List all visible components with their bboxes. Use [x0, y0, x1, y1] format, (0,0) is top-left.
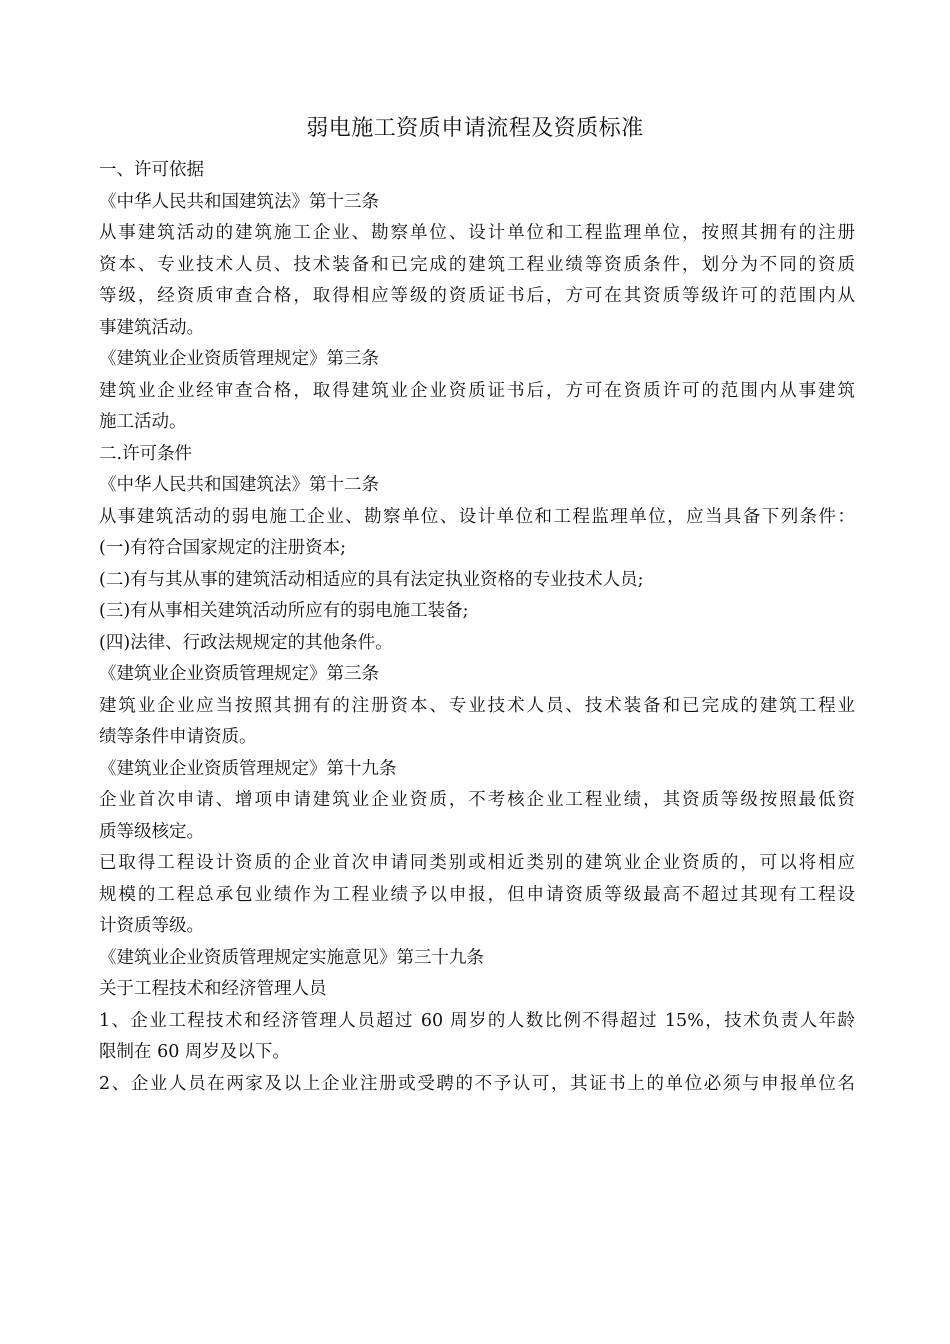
text-line: (一)有符合国家规定的注册资本;	[99, 538, 347, 558]
text-line: 关于工程技术和经济管理人员	[99, 979, 327, 999]
text-line: 资本、专业技术人员、技术装备和已完成的建筑工程业绩等资质条件，划分为不同的资质	[99, 254, 855, 275]
text-line: 绩等条件申请资质。	[99, 727, 257, 747]
text-line: 《中华人民共和国建筑法》第十二条	[99, 475, 379, 495]
text-line: 《建筑业企业资质管理规定实施意见》第三十九条	[99, 947, 484, 968]
text-line: 二.许可条件	[99, 443, 193, 464]
text-line: (三)有从事相关建筑活动所应有的弱电施工装备;	[99, 601, 469, 621]
text-line: 《建筑业企业资质管理规定》第十九条	[99, 758, 397, 779]
text-line: 从事建筑活动的弱电施工企业、勘察单位、设计单位和工程监理单位，应当具备下列条件：	[99, 506, 855, 527]
text-line: 计资质等级。	[99, 916, 204, 936]
text-line: 等级，经资质审查合格，取得相应等级的资质证书后，方可在其资质等级许可的范围内从	[99, 286, 855, 306]
text-line: 《中华人民共和国建筑法》第十三条	[99, 191, 379, 212]
text-line: 质等级核定。	[99, 821, 204, 842]
document-body	[99, 155, 855, 1100]
document-title: 弱电施工资质申请流程及资质标准	[306, 116, 644, 141]
text-line: 事建筑活动。	[99, 317, 204, 338]
text-line: 建筑业企业经审查合格，取得建筑业企业资质证书后，方可在资质许可的范围内从事建筑	[99, 380, 855, 401]
text-line: 1、企业工程技术和经济管理人员超过 60 周岁的人数比例不得超过 15%，技术负责人年龄	[99, 1010, 855, 1031]
text-line: 已取得工程设计资质的企业首次申请同类别或相近类别的建筑业企业资质的，可以将相应	[99, 853, 855, 873]
text-line: 一、许可依据	[99, 160, 204, 180]
text-line: 从事建筑活动的建筑施工企业、勘察单位、设计单位和工程监理单位，按照其拥有的注册	[99, 223, 855, 243]
text-line: 企业首次申请、增项申请建筑业企业资质，不考核企业工程业绩，其资质等级按照最低资	[99, 790, 855, 810]
text-line: 规模的工程总承包业绩作为工程业绩予以申报，但申请资质等级最高不超过其现有工程设	[99, 884, 855, 905]
text-line: 《建筑业企业资质管理规定》第三条	[99, 664, 379, 684]
text-line: 限制在 60 周岁及以下。	[99, 1042, 290, 1062]
text-line: (四)法律、行政法规规定的其他条件。	[99, 632, 393, 653]
text-line: (二)有与其从事的建筑活动相适应的具有法定执业资格的专业技术人员;	[99, 569, 644, 590]
text-line: 施工活动。	[99, 412, 187, 432]
text-line: 建筑业企业应当按照其拥有的注册资本、专业技术人员、技术装备和已完成的建筑工程业	[99, 695, 855, 716]
text-line: 《建筑业企业资质管理规定》第三条	[99, 349, 379, 369]
text-line: 2、企业人员在两家及以上企业注册或受聘的不予认可，其证书上的单位必须与申报单位名	[99, 1073, 855, 1094]
